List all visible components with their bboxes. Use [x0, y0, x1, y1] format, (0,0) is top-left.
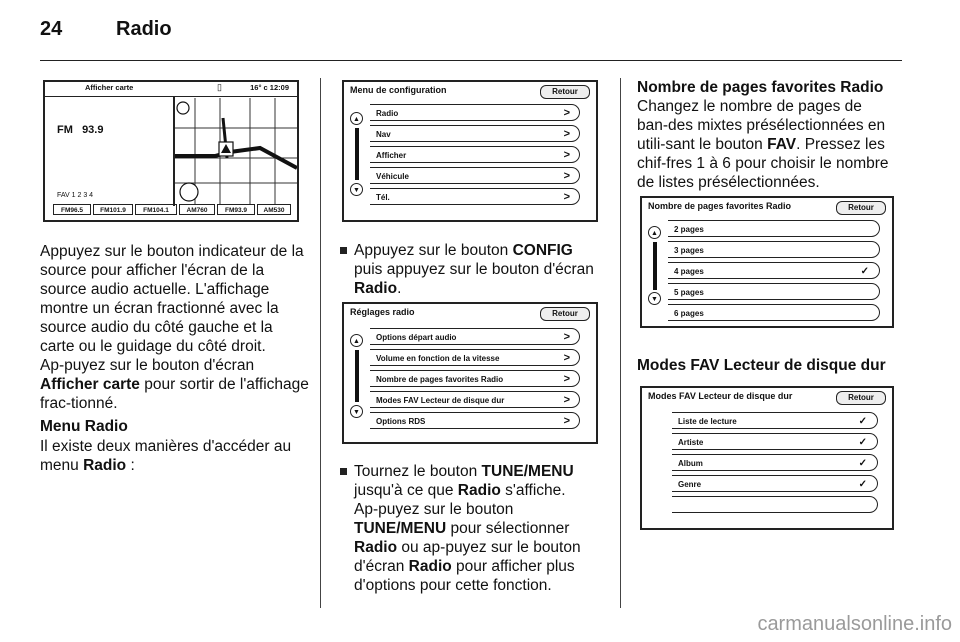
page-number: 24 [40, 18, 63, 40]
chevron-right-icon: > [563, 149, 570, 161]
preset-button-5: FM93.9 [217, 204, 255, 215]
pages-option-2: 2 pages [668, 220, 880, 237]
back-button: Retour [540, 85, 590, 99]
scroll-up-icon: ▲ [350, 112, 363, 125]
config-menu-screen [342, 80, 598, 222]
scrollbar [355, 128, 359, 180]
scroll-down-icon: ▼ [648, 292, 661, 305]
bullet-config: Appuyez sur le bouton CONFIG puis appuyez sur le bouton d'écran Radio. [354, 241, 604, 298]
pages-option-3: 3 pages [668, 241, 880, 258]
map-illustration [175, 98, 297, 204]
bullet-square-icon [340, 468, 347, 475]
fav-mode-genre: Genre ✓ [672, 475, 878, 492]
checkmark-icon: ✓ [858, 479, 867, 490]
chevron-right-icon: > [563, 191, 570, 203]
map-screen-illustration [43, 80, 299, 222]
phone-icon: ▯ [217, 82, 222, 92]
fav-mode-artist: Artiste ✓ [672, 433, 878, 450]
fav-mode-playlist: Liste de lecture ✓ [672, 412, 878, 429]
bullet-tune-menu: Tournez le bouton TUNE/MENU jusqu'à ce que Radio s'affiche. Ap‑puyez sur le bouton TUNE/MENU pour sélectionner Radio ou ap‑puyez sur le bouton d'écran Radio pour afficher plus d'options pour cette fonction. [354, 462, 606, 595]
column-divider-2 [620, 78, 621, 608]
screen-title: Nombre de pages favorites Radio [648, 201, 792, 211]
menu-item-afficher: Afficher > [370, 146, 580, 163]
menu-access-paragraph: Il existe deux manières d'accéder au menu Radio : [40, 438, 292, 474]
fav-modes-heading: Modes FAV Lecteur de disque dur [637, 357, 886, 374]
watermark: carmanualsonline.info [757, 613, 952, 635]
settings-item-5: Options RDS > [370, 412, 580, 429]
page-header [40, 18, 902, 58]
temp-time: 16° c 12:09 [250, 83, 289, 92]
chevron-right-icon: > [563, 107, 570, 119]
scroll-up-icon: ▲ [648, 226, 661, 239]
pages-option-4: 4 pages ✓ [668, 262, 880, 279]
screen-title: Menu de configuration [350, 85, 447, 95]
scrollbar [355, 350, 359, 402]
chevron-right-icon: > [563, 373, 570, 385]
bullet-square-icon [340, 247, 347, 254]
fav-mode-empty [672, 496, 878, 513]
scroll-up-icon: ▲ [350, 334, 363, 347]
menu-item-nav: Nav > [370, 125, 580, 142]
preset-button-1: FM96.5 [53, 204, 91, 215]
intro-paragraph: Appuyez sur le bouton indicateur de la source pour afficher l'écran de la source audio actuelle. L'affichage montre un écran fractionné avec la source audio du côté gauche et la carte ou le guidage du côté droit. Ap‑puyez sur le bouton d'écran Afficher carte pour sortir de l'affichage frac‑tionné. [40, 243, 309, 412]
chevron-right-icon: > [563, 394, 570, 406]
checkmark-icon: ✓ [858, 437, 867, 448]
screen-title: Réglages radio [350, 307, 415, 317]
checkmark-icon: ✓ [858, 458, 867, 469]
chevron-right-icon: > [563, 415, 570, 427]
back-button: Retour [836, 201, 886, 215]
scrollbar [653, 242, 657, 290]
checkmark-icon: ✓ [860, 266, 869, 277]
favorites-pages-screen [640, 196, 894, 328]
chevron-right-icon: > [563, 128, 570, 140]
checkmark-icon: ✓ [858, 416, 867, 427]
chevron-right-icon: > [563, 170, 570, 182]
chevron-right-icon: > [563, 331, 570, 343]
scroll-down-icon: ▼ [350, 183, 363, 196]
preset-button-6: AM530 [257, 204, 291, 215]
settings-item-3: Nombre de pages favorites Radio > [370, 370, 580, 387]
section-title: Radio [116, 18, 172, 40]
back-button: Retour [836, 391, 886, 405]
favorites-pages-heading: Nombre de pages favorites Radio [637, 79, 884, 96]
menu-radio-heading: Menu Radio [40, 418, 128, 435]
screen-title: Modes FAV Lecteur de disque dur [648, 391, 793, 401]
radio-settings-screen [342, 302, 598, 444]
favorites-pages-paragraph: Changez le nombre de pages de ban‑des mixtes présélectionnées en utili‑sant le bouton FAV. Pressez les chif‑fres 1 à 6 pour choisir le nombre de listes présélectionnées. [637, 98, 889, 191]
map-screen-title: Afficher carte [85, 83, 134, 92]
preset-button-2: FM101.9 [93, 204, 133, 215]
menu-item-tel: Tél. > [370, 188, 580, 205]
fav-mode-album: Album ✓ [672, 454, 878, 471]
header-rule [40, 60, 902, 61]
preset-button-3: FM104.1 [135, 204, 177, 215]
chevron-right-icon: > [563, 352, 570, 364]
settings-item-2: Volume en fonction de la vitesse > [370, 349, 580, 366]
band-label: FM 93.9 [57, 124, 104, 136]
pages-option-5: 5 pages [668, 283, 880, 300]
settings-item-1: Options départ audio > [370, 328, 580, 345]
map-topbar [45, 82, 297, 97]
scroll-down-icon: ▼ [350, 405, 363, 418]
fav-indicator: FAV 1 2 3 4 [57, 192, 94, 199]
back-button: Retour [540, 307, 590, 321]
column-divider-1 [320, 78, 321, 608]
pages-option-6: 6 pages [668, 304, 880, 321]
settings-item-4: Modes FAV Lecteur de disque dur > [370, 391, 580, 408]
menu-item-radio: Radio > [370, 104, 580, 121]
fav-modes-screen [640, 386, 894, 530]
preset-button-4: AM760 [179, 204, 215, 215]
menu-item-vehicule: Véhicule > [370, 167, 580, 184]
